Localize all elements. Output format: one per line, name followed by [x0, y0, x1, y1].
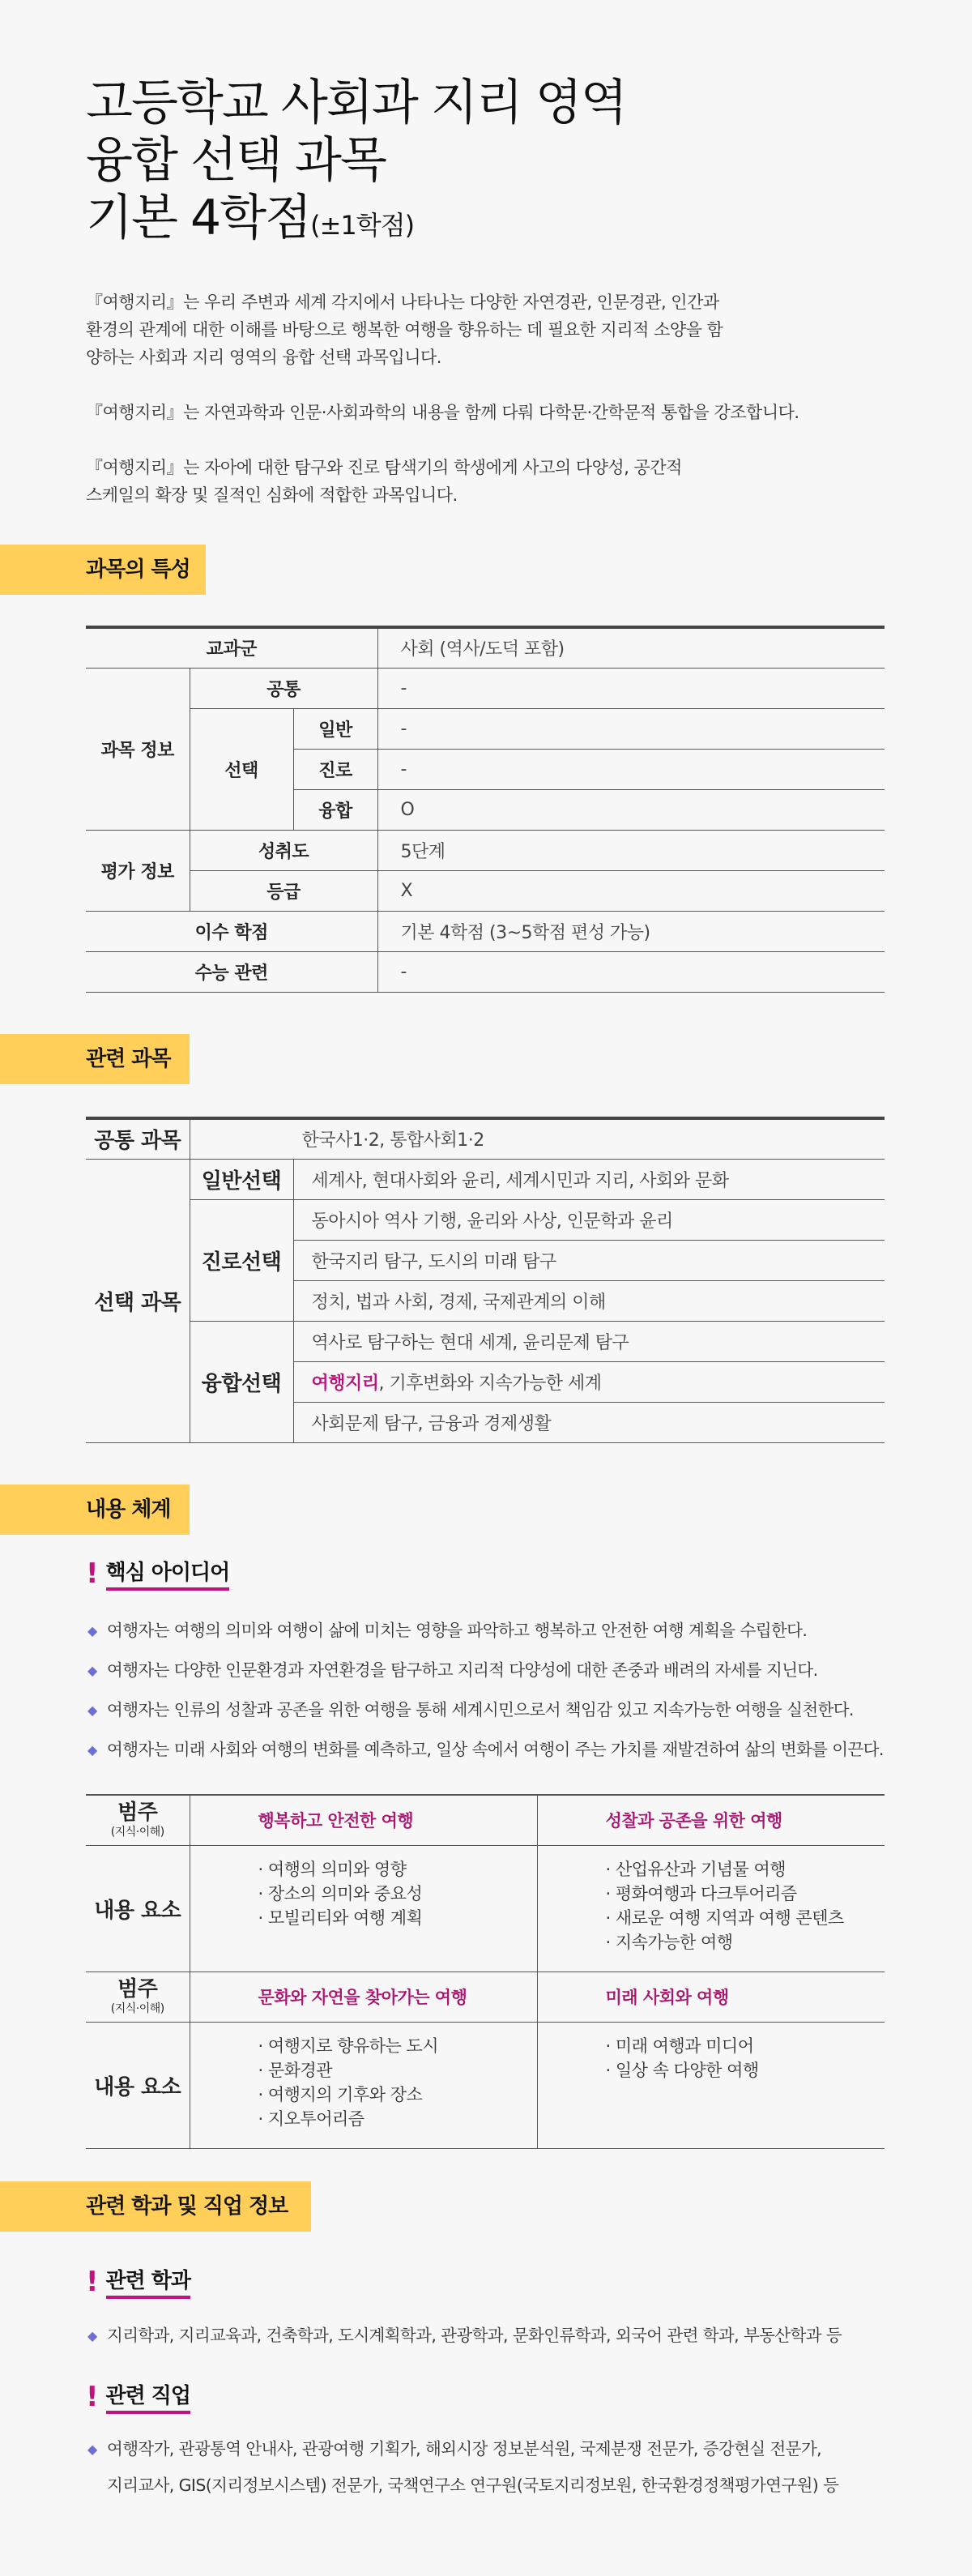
category-sub: (지식·이해) — [110, 1826, 164, 1839]
diamond-bullet-icon: ◆ — [87, 1623, 97, 1638]
diamond-bullet-icon: ◆ — [87, 2328, 97, 2343]
cell-label: 선택 과목 — [86, 1159, 190, 1442]
cell-label: 진로 — [293, 749, 377, 789]
cell-value: 동아시아 역사 기행, 윤리와 사상, 인문학과 윤리 — [293, 1199, 885, 1240]
cell-label: 일반 — [293, 708, 377, 749]
list-item-text: 여행자는 미래 사회와 여행의 변화를 예측하고, 일상 속에서 여행이 주는 가치를 재발견하여 삶의 변화를 이끈다. — [107, 1740, 884, 1759]
list-item-text: 여행자는 다양한 인문환경과 자연환경을 탐구하고 지리적 다양성에 대한 존중과 배려의 자세를 지닌다. — [107, 1660, 818, 1680]
category-title: 성찰과 공존을 위한 여행 — [537, 1795, 885, 1845]
cell-value: 역사로 탐구하는 현대 세계, 윤리문제 탐구 — [293, 1321, 885, 1361]
cell-label: 수능 관련 — [86, 951, 377, 992]
content-item: · 문화경관 — [258, 2060, 332, 2080]
related-subjects-table — [86, 1117, 885, 1443]
cell-label: 성취도 — [190, 830, 377, 870]
diamond-bullet-icon: ◆ — [87, 1702, 97, 1718]
table-row — [86, 1118, 885, 1159]
cell-value: 사회문제 탐구, 금융과 경제생활 — [293, 1402, 885, 1442]
cell-label: 교과군 — [86, 627, 377, 668]
cell-value: 한국지리 탐구, 도시의 미래 탐구 — [293, 1240, 885, 1280]
category-label: 범주 — [117, 1801, 158, 1826]
content-item: · 지속가능한 여행 — [605, 1932, 733, 1952]
exclamation-icon: ! — [86, 1557, 98, 1590]
section-label-careers: 관련 학과 및 직업 정보 — [0, 2181, 311, 2232]
content-item: · 산업유산과 기념물 여행 — [605, 1859, 787, 1879]
features-table — [86, 626, 885, 993]
content-item: · 장소의 의미와 중요성 — [258, 1883, 423, 1903]
list-item — [87, 1730, 946, 1770]
page-title — [86, 75, 626, 254]
content-item: · 지오투어리즘 — [258, 2108, 364, 2129]
list-item — [87, 1651, 946, 1690]
cell-value: O — [377, 789, 885, 830]
diamond-bullet-icon: ◆ — [87, 1742, 97, 1758]
content-structure-table — [86, 1794, 885, 2149]
departments-heading — [86, 2264, 190, 2299]
table-row — [86, 1795, 885, 1845]
intro-paragraph: 『여행지리』는 자아에 대한 탐구와 진로 탐색기의 학생에게 사고의 다양성, 공간적 스케일의 확장 및 질적인 심화에 적합한 과목입니다. — [86, 458, 682, 505]
core-ideas-heading — [86, 1556, 229, 1591]
title-credits-range: (±1학점) — [310, 210, 415, 241]
cell-value: - — [377, 708, 885, 749]
cell-value: 세계사, 현대사회와 윤리, 세계시민과 지리, 사회와 문화 — [293, 1159, 885, 1199]
content-items — [190, 1845, 537, 1972]
content-item: · 평화여행과 다크투어리즘 — [605, 1883, 797, 1903]
cell-value: 정치, 법과 사회, 경제, 국제관계의 이해 — [293, 1280, 885, 1321]
cell-label: 융합 — [293, 789, 377, 830]
list-item-text: 여행자는 여행의 의미와 여행이 삶에 미치는 영향을 파악하고 행복하고 안전한 여행 계획을 수립한다. — [107, 1621, 808, 1640]
cell-value: 기본 4학점 (3~5학점 편성 가능) — [377, 911, 885, 951]
content-items — [190, 2022, 537, 2148]
cell-label: 일반선택 — [190, 1159, 293, 1199]
section-label-related: 관련 과목 — [0, 1034, 190, 1084]
cell-value: - — [377, 951, 885, 992]
category-header — [86, 1972, 190, 2022]
content-item: · 미래 여행과 미디어 — [605, 2036, 754, 2056]
cell-label: 선택 — [190, 708, 293, 830]
jobs-text-line-2: 지리교사, GIS(지리정보시스템) 전문가, 국책연구소 연구원(국토지리정보원, 한국환경정책평가연구원) 등 — [107, 2476, 839, 2495]
category-title: 행복하고 안전한 여행 — [190, 1795, 537, 1845]
table-row — [86, 668, 885, 708]
category-label: 범주 — [117, 1977, 158, 2001]
table-row — [86, 708, 885, 749]
content-item: · 일상 속 다양한 여행 — [605, 2060, 759, 2080]
diamond-bullet-icon: ◆ — [87, 2441, 97, 2457]
content-item: · 여행지로 향유하는 도시 — [258, 2036, 439, 2056]
category-header — [86, 1795, 190, 1845]
content-item: · 여행의 의미와 영향 — [258, 1859, 407, 1879]
list-item — [87, 1690, 946, 1730]
cell-text: , 기후변화와 지속가능한 세계 — [378, 1373, 602, 1394]
cell-value: 한국사1·2, 통합사회1·2 — [190, 1118, 885, 1159]
cell-label: 과목 정보 — [86, 668, 190, 830]
cell-value: - — [377, 668, 885, 708]
table-row — [86, 1972, 885, 2022]
section-label-features: 과목의 특성 — [0, 545, 206, 595]
core-ideas-list — [87, 1611, 946, 1770]
table-row — [86, 627, 885, 668]
exclamation-icon: ! — [86, 2265, 98, 2298]
departments-text: 지리학과, 지리교육과, 건축학과, 도시계획학과, 관광학과, 문화인류학과, 외국어 관련 학과, 부동산학과 등 — [107, 2326, 842, 2345]
table-row — [86, 911, 885, 951]
content-item: · 여행지의 기후와 장소 — [258, 2084, 423, 2104]
table-row — [86, 830, 885, 870]
exclamation-icon: ! — [86, 2380, 98, 2413]
cell-value: - — [377, 749, 885, 789]
intro — [86, 288, 896, 536]
cell-value — [293, 1361, 885, 1402]
cell-label: 공통 과목 — [86, 1118, 190, 1159]
cell-label: 등급 — [190, 870, 377, 911]
jobs-heading — [86, 2379, 190, 2414]
cell-value: X — [377, 870, 885, 911]
cell-value: 5단계 — [377, 830, 885, 870]
table-row — [86, 870, 885, 911]
table-row — [86, 951, 885, 992]
category-sub: (지식·이해) — [110, 2002, 164, 2015]
content-item: · 새로운 여행 지역과 여행 콘텐츠 — [605, 1907, 844, 1928]
diamond-bullet-icon: ◆ — [87, 1663, 97, 1678]
content-label: 내용 요소 — [86, 1845, 190, 1972]
cell-label: 이수 학점 — [86, 911, 377, 951]
intro-paragraph: 『여행지리』는 자연과학과 인문·사회과학의 내용을 함께 다뤄 다학문·간학문적 통합을 강조합니다. — [86, 403, 799, 422]
content-items — [537, 2022, 885, 2148]
intro-paragraph: 『여행지리』는 우리 주변과 세계 각지에서 나타나는 다양한 자연경관, 인문경관, 인간과 환경의 관계에 대한 이해를 바탕으로 행복한 여행을 향유하는 데 필요한 지리적 소양을 함양하는 사회과 지리 영역의 융합 선택 과목입니다. — [86, 293, 723, 367]
departments-list — [87, 2316, 954, 2356]
cell-label: 평가 정보 — [86, 830, 190, 911]
core-ideas-title: 핵심 아이디어 — [106, 1556, 230, 1591]
category-title: 문화와 자연을 찾아가는 여행 — [190, 1972, 537, 2022]
table-row — [86, 2022, 885, 2148]
content-items — [537, 1845, 885, 1972]
cell-label: 진로선택 — [190, 1199, 293, 1321]
table-row — [86, 1159, 885, 1199]
departments-title: 관련 학과 — [106, 2264, 191, 2299]
title-line-3: 기본 4학점 — [86, 190, 311, 246]
title-line-1: 고등학교 사회과 지리 영역 — [86, 75, 626, 131]
category-title: 미래 사회와 여행 — [537, 1972, 885, 2022]
highlight-subject: 여행지리 — [311, 1373, 379, 1394]
content-item: · 모빌리티와 여행 계획 — [258, 1907, 423, 1928]
jobs-text-line-1: 여행작가, 관광통역 안내사, 관광여행 기획가, 해외시장 정보분석원, 국제분쟁 전문가, 증강현실 전문가, — [107, 2439, 821, 2459]
table-row — [86, 1321, 885, 1361]
content-label: 내용 요소 — [86, 2022, 190, 2148]
title-line-2: 융합 선택 과목 — [86, 132, 386, 189]
list-item-text: 여행자는 인류의 성찰과 공존을 위한 여행을 통해 세계시민으로서 책임감 있고 지속가능한 여행을 실천한다. — [107, 1700, 854, 1719]
cell-label: 공통 — [190, 668, 377, 708]
section-label-content: 내용 체계 — [0, 1485, 190, 1535]
jobs-list — [87, 2431, 954, 2504]
table-row — [86, 1845, 885, 1972]
cell-value: 사회 (역사/도덕 포함) — [377, 627, 885, 668]
jobs-title: 관련 직업 — [106, 2379, 191, 2414]
table-row — [86, 1199, 885, 1240]
cell-label: 융합선택 — [190, 1321, 293, 1442]
list-item — [87, 1611, 946, 1651]
